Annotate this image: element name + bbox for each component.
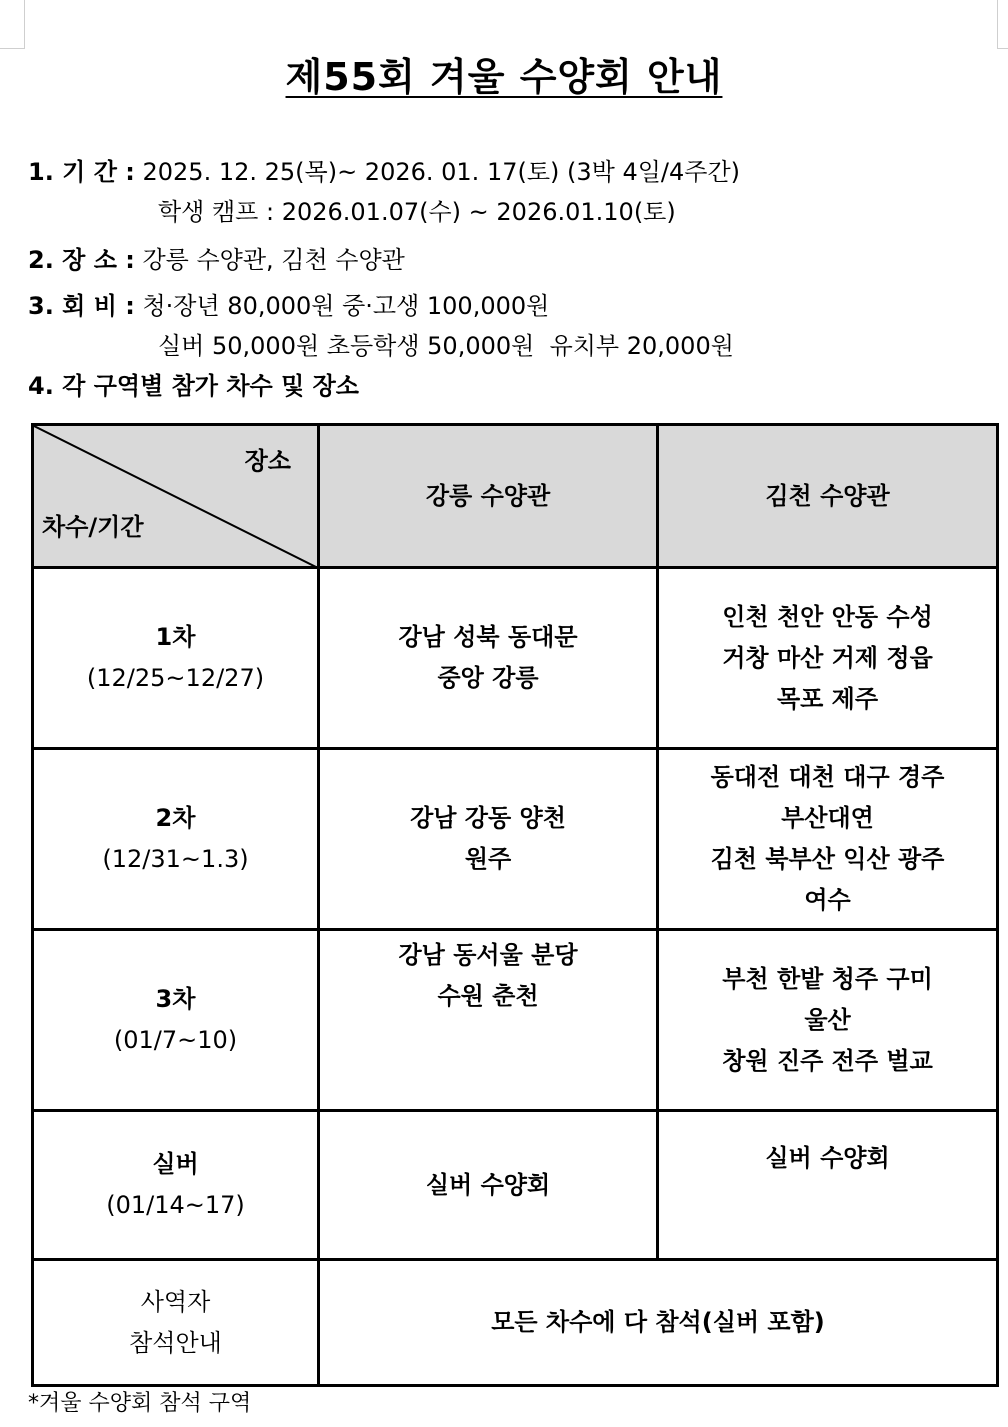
- region-line: 원주: [464, 845, 512, 873]
- region-line: 인천 천안 안동 수성: [722, 602, 933, 631]
- minister-label-line: 사역자: [140, 1287, 211, 1316]
- info-period-value: 2025. 12. 25(목)~ 2026. 01. 17(토) (3박 4일/4주간): [134, 158, 741, 186]
- region-line: 부산대연: [781, 804, 874, 832]
- region-line: 실버 수양회: [765, 1144, 890, 1172]
- gangneung-cell: [319, 749, 658, 930]
- diagonal-header-cell: [33, 425, 319, 568]
- table-row: [33, 930, 998, 1111]
- schedule-table: [31, 423, 999, 1387]
- header-gimcheon: 김천 수양관: [658, 425, 998, 568]
- region-line: 강남 성북 동대문: [398, 623, 578, 651]
- minister-value-cell: 모든 차수에 다 참석(실버 포함): [319, 1260, 998, 1386]
- region-line: 거창 마산 거제 정읍: [722, 643, 933, 672]
- page-corner-mark-left: [0, 0, 25, 49]
- info-place-value: 강릉 수양관, 김천 수양관: [134, 246, 405, 274]
- info-period: [28, 152, 740, 187]
- gimcheon-cell: [658, 930, 998, 1111]
- gangneung-cell: [319, 930, 658, 1111]
- region-line: 실버 수양회: [425, 1170, 551, 1199]
- round-cell: [33, 930, 319, 1111]
- gimcheon-cell: [658, 749, 998, 930]
- round-period: (12/31~1.3): [102, 845, 249, 873]
- document-title-text: 제55회 겨울 수양회 안내: [285, 55, 723, 99]
- round-name: 실버: [152, 1150, 199, 1178]
- document-title: [0, 46, 1008, 101]
- info-place-label: 2. 장 소 :: [28, 246, 135, 274]
- header-gangneung: 강릉 수양관: [319, 425, 658, 568]
- round-name: 2차: [155, 804, 196, 832]
- info-period-sub: 학생 캠프 : 2026.01.07(수) ~ 2026.01.10(토): [158, 198, 676, 226]
- region-line: 목포 제주: [776, 684, 879, 713]
- gangneung-cell: [319, 568, 658, 749]
- minister-label-line: 참석안내: [129, 1328, 222, 1357]
- info-fee: [28, 286, 549, 321]
- round-period: (01/7~10): [113, 1026, 238, 1054]
- round-period: (01/14~17): [106, 1191, 245, 1219]
- region-line: 강남 동서울 분당: [398, 941, 578, 969]
- table-row: [33, 1111, 998, 1260]
- gimcheon-cell: [658, 1111, 998, 1260]
- region-line: 김천 북부산 익산 광주: [710, 845, 945, 873]
- info-period-label: 1. 기 간 :: [28, 158, 135, 186]
- round-period: (12/25~12/27): [86, 664, 265, 692]
- info-fee-sub: 실버 50,000원 초등학생 50,000원 유치부 20,000원: [158, 332, 734, 360]
- region-line: 울산: [804, 1005, 851, 1034]
- region-line: 동대전 대천 대구 경주: [710, 763, 945, 791]
- section-4-heading-text: 4. 각 구역별 참가 차수 및 장소: [28, 372, 359, 400]
- round-name: 1차: [155, 623, 196, 651]
- region-line: 창원 진주 전주 벌교: [722, 1046, 933, 1075]
- minister-row: [33, 1260, 998, 1386]
- info-fee-label: 3. 회 비 :: [28, 292, 135, 320]
- header-place-label: 장소: [244, 447, 291, 475]
- round-cell: [33, 568, 319, 749]
- region-line: 여수: [804, 886, 851, 914]
- table-row: [33, 568, 998, 749]
- footnote: *겨울 수양회 참석 구역: [28, 1391, 252, 1416]
- round-cell: [33, 749, 319, 930]
- region-line: 중앙 강릉: [437, 664, 539, 692]
- header-round-label: 차수/기간: [42, 513, 144, 541]
- minister-label-cell: [33, 1260, 319, 1386]
- round-name: 3차: [155, 985, 196, 1013]
- gimcheon-cell: [658, 568, 998, 749]
- table-header-row: [33, 425, 998, 568]
- section-4-heading: [28, 366, 359, 401]
- gangneung-cell: [319, 1111, 658, 1260]
- page-corner-mark-right: [997, 0, 1008, 49]
- region-line: 수원 춘천: [437, 982, 539, 1010]
- info-fee-value: 청·장년 80,000원 중·고생 100,000원: [134, 292, 550, 320]
- round-cell: [33, 1111, 319, 1260]
- region-line: 부천 한밭 청주 구미: [722, 964, 933, 993]
- region-line: 강남 강동 양천: [410, 804, 566, 832]
- info-place: [28, 240, 405, 275]
- table-row: [33, 749, 998, 930]
